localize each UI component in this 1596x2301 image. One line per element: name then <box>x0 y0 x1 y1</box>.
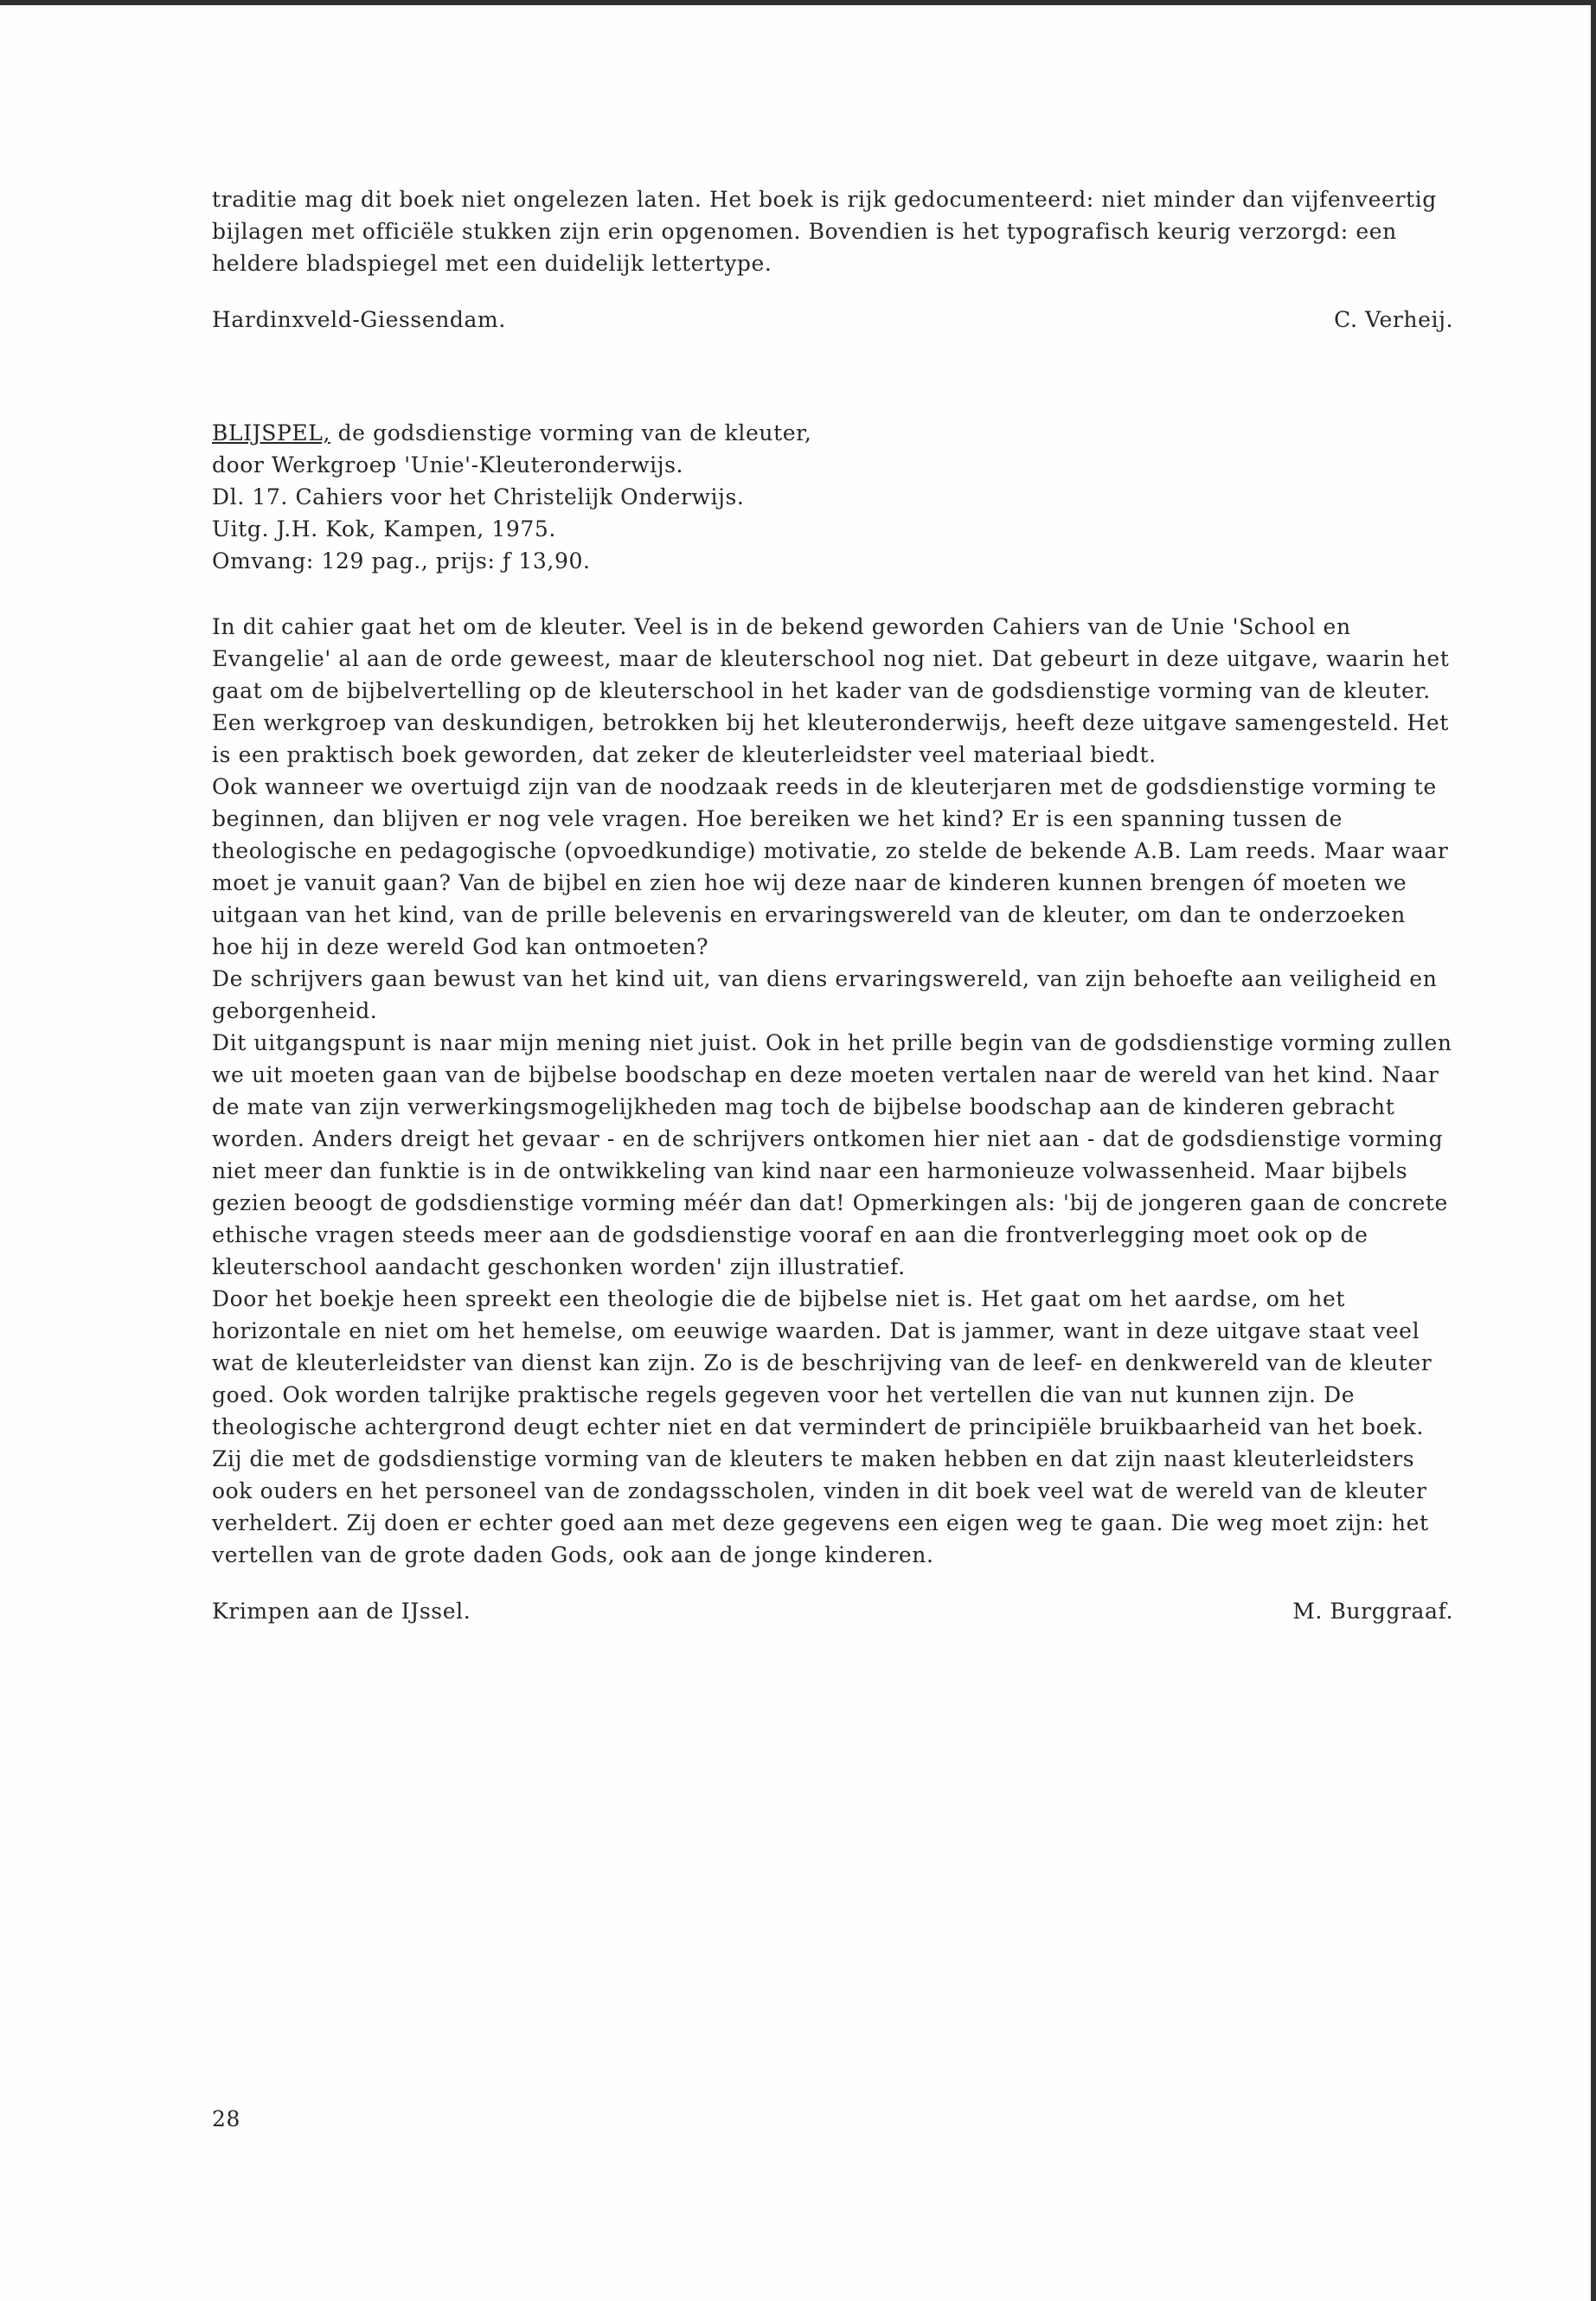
review-header <box>212 417 1453 577</box>
body-paragraph: Ook wanneer we overtuigd zijn van de noodzaak reeds in de kleuterjaren met de godsdienstige vorming te beginnen, dan blijven er nog vele vragen. Hoe bereiken we het kind? Er is een spanning tussen de theologische en pedagogische (opvoedkundige) motivatie, zo stelde de bekende A.B. Lam reeds. Maar waar moet je vanuit gaan? Van de bijbel en zien hoe wij deze naar de kinderen kunnen brengen óf moeten we uitgaan van het kind, van de prille belevenis en ervaringswereld van de kleuter, om dan te onderzoeken hoe hij in deze wereld God kan ontmoeten? <box>212 774 1449 959</box>
signature-burggraaf <box>212 1595 1453 1627</box>
signature-place: Krimpen aan de IJssel. <box>212 1599 471 1624</box>
body-paragraph: De schrijvers gaan bewust van het kind uit, van diens ervaringswereld, van zijn behoefte aan veiligheid en geborgenheid. <box>212 966 1438 1023</box>
body-paragraph: In dit cahier gaat het om de kleuter. Veel is in de bekend geworden Cahiers van de Unie 'School en Evangelie' al aan de orde geweest, maar de kleuterschool nog niet. Dat gebeurt in deze uitgave, waarin het gaat om de bijbelvertelling op de kleuterschool in het kader van de godsdienstige vorming van de kleuter. Een werkgroep van deskundigen, betrokken bij het kleuteronderwijs, heeft deze uitgave samengesteld. Het is een praktisch boek geworden, dat zeker de kleuterleidster veel materiaal biedt. <box>212 614 1450 767</box>
review-title-line <box>212 417 1453 449</box>
review-price-line: Omvang: 129 pag., prijs: ƒ 13,90. <box>212 548 591 574</box>
review-title-rest: de godsdienstige vorming van de kleuter, <box>337 420 812 445</box>
signature-verheij <box>212 304 1453 336</box>
body-paragraph: Dit uitgangspunt is naar mijn mening niet juist. Ook in het prille begin van de godsdienstige vorming zullen we uit moeten gaan van de bijbelse boodschap en deze moeten vertalen naar de wereld van het kind. Naar de mate van zijn verwerkingsmogelijkheden mag toch de bijbelse boodschap aan de kinderen gebracht worden. Anders dreigt het gevaar - en de schrijvers ontkomen hier niet aan - dat de godsdienstige vorming niet meer dan funktie is in de ontwikkeling van kind naar een harmonieuze volwassenheid. Maar bijbels gezien beoogt de godsdienstige vorming méér dan dat! Opmerkingen als: 'bij de jongeren gaan de concrete ethische vragen steeds meer aan de godsdienstige vooraf en aan die frontverlegging moet ook op de kleuterschool aandacht geschonken worden' zijn illustratief. <box>212 1030 1452 1279</box>
signature-author: C. Verheij. <box>1334 307 1453 332</box>
signature-author: M. Burggraaf. <box>1292 1599 1453 1624</box>
review-series-line: Dl. 17. Cahiers voor het Christelijk Onderwijs. <box>212 484 745 510</box>
intro-paragraph <box>212 183 1453 279</box>
page-content <box>212 183 1453 1627</box>
review-author-line: door Werkgroep 'Unie'-Kleuteronderwijs. <box>212 452 684 478</box>
review-body <box>212 611 1453 1571</box>
body-paragraph: Door het boekje heen spreekt een theologie die de bijbelse niet is. Het gaat om het aardse, om het horizontale en niet om het hemelse, om eeuwige waarden. Dat is jammer, want in deze uitgave staat veel wat de kleuterleidster van dienst kan zijn. Zo is de beschrijving van de leef- en denkwereld van de kleuter goed. Ook worden talrijke praktische regels gegeven voor het vertellen die van nut kunnen zijn. De theologische achtergrond deugt echter niet en dat vermindert de principiële bruikbaarheid van het boek. <box>212 1286 1433 1439</box>
body-paragraph: Zij die met de godsdienstige vorming van de kleuters te maken hebben en dat zijn naast kleuterleidsters ook ouders en het personeel van de zondagsscholen, vinden in dit boek veel wat de wereld van de kleuter verheldert. Zij doen er echter goed aan met deze gegevens een eigen weg te gaan. Die weg moet zijn: het vertellen van de grote daden Gods, ook aan de jonge kinderen. <box>212 1446 1429 1567</box>
review-title-word: BLIJSPEL, <box>212 420 331 445</box>
review-publisher-line: Uitg. J.H. Kok, Kampen, 1975. <box>212 516 556 542</box>
signature-place: Hardinxveld-Giessendam. <box>212 307 506 332</box>
intro-text: traditie mag dit boek niet ongelezen laten. Het boek is rijk gedocumenteerd: niet minder dan vijfenveertig bijlagen met officiële stukken zijn erin opgenomen. Bovendien is het typografisch keurig verzorgd: een heldere bladspiegel met een duidelijk lettertype. <box>212 187 1437 276</box>
page-number: 28 <box>212 2106 241 2131</box>
